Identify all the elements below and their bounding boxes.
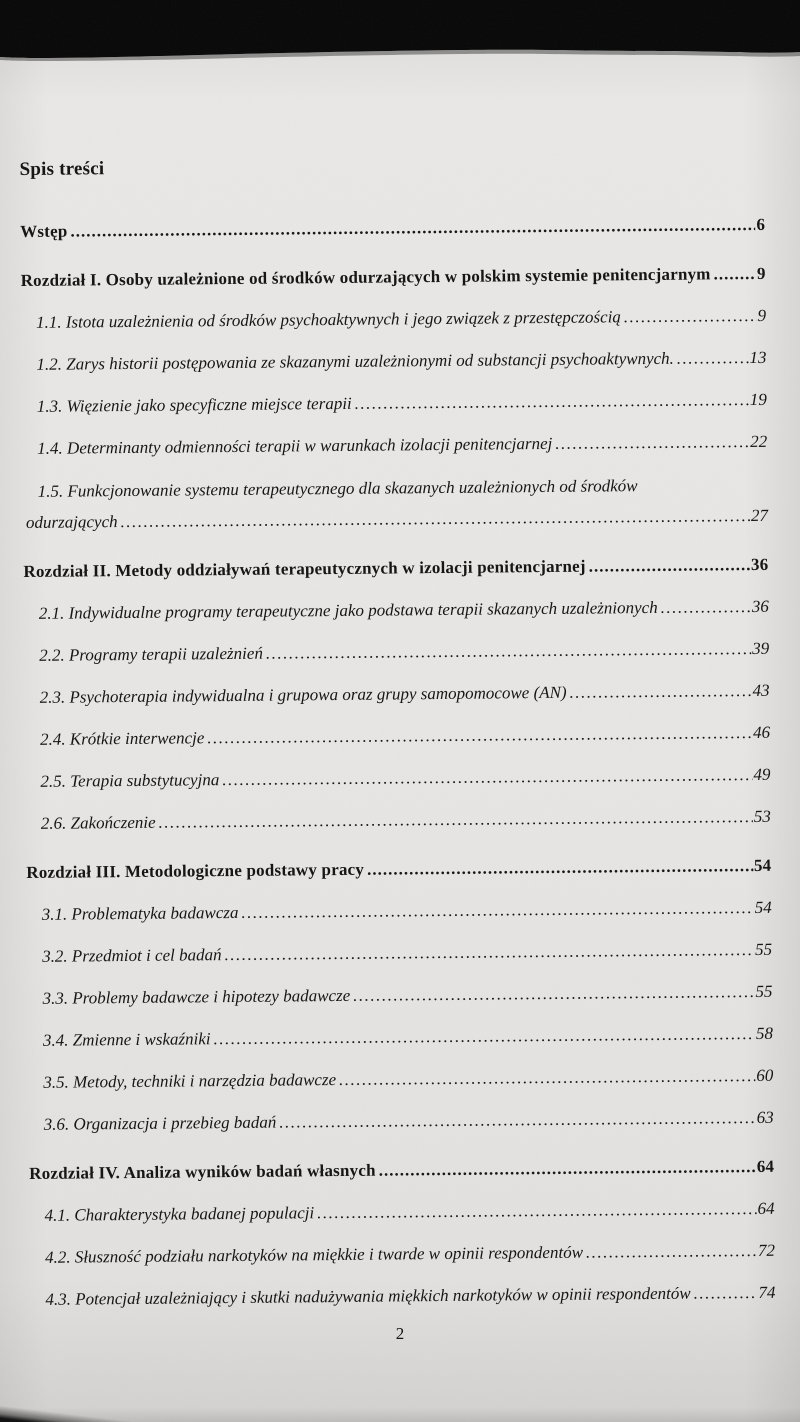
toc-entry-label: 1.5. Funkcjonowanie systemu terapeutycznego dla skazanych uzależnionych od środków — [37, 476, 638, 501]
toc-entry-label: 4.2. Słuszność podziału narkotyków na miękkie i twarde w opinii respondentów — [44, 1242, 584, 1267]
dot-leader — [222, 765, 752, 790]
toc-entry-page: 19 — [749, 389, 767, 410]
toc-entry-page: 54 — [754, 897, 772, 918]
toc-entry-page: 36 — [751, 596, 769, 617]
toc-entry-label: 2.3. Psychoterapia indywidualna i grupowa oraz grupy samopomocowe (AN) — [39, 682, 567, 707]
toc-entry-page: 58 — [755, 1023, 773, 1043]
toc-entry-4-2 — [30, 1241, 775, 1268]
toc-entry-chapter-3 — [26, 856, 771, 883]
toc-entry-2-2 — [24, 639, 769, 666]
dot-leader — [589, 555, 750, 577]
dot-leader — [661, 597, 751, 618]
toc-entry-chapter-4 — [29, 1157, 774, 1184]
dot-leader — [677, 348, 749, 369]
dot-leader — [379, 1157, 756, 1181]
scan-bottom-left-corner-artifact — [0, 1406, 130, 1422]
toc-entry-chapter-2 — [23, 555, 768, 582]
dot-leader — [158, 807, 752, 833]
toc-entry-label: 1.2. Zarys historii postępowania ze skazanymi uzależnionymi od substancji psychoaktywnych. — [36, 348, 674, 374]
toc-entry-label: 1.4. Determinanty odmienności terapii w warunkach izolacji penitencjarnej — [37, 433, 553, 458]
toc-entry-page: 49 — [753, 764, 771, 785]
toc-entry-label: 3.2. Przedmiot i cel badań — [42, 945, 222, 966]
toc-entry-label: 3.1. Problematyka badawcza — [41, 902, 239, 924]
page-footer-number: 2 — [395, 1324, 405, 1343]
toc-entry-page: 64 — [756, 1156, 775, 1176]
toc-entry-page: 36 — [750, 554, 769, 575]
toc-entry-1-3 — [22, 390, 767, 417]
toc-entry-label: 3.3. Problemy badawcze i hipotezy badawcze — [42, 985, 351, 1008]
toc-entry-label-continuation: odurzających — [25, 512, 118, 532]
toc-entry-page: 9 — [757, 305, 767, 325]
toc-entry-3-3 — [27, 982, 772, 1009]
toc-entry-page: 9 — [756, 263, 766, 283]
toc-entry-4-1 — [30, 1199, 775, 1226]
toc-entry-page: 60 — [756, 1065, 774, 1085]
toc-entry-label: Wstęp — [20, 221, 68, 242]
dot-leader — [355, 390, 749, 414]
toc-entry-2-6 — [26, 807, 771, 834]
toc-entry-2-3 — [25, 681, 770, 708]
toc-entry-3-6 — [29, 1108, 774, 1135]
toc-entry-label: 2.2. Programy terapii uzależnień — [39, 643, 263, 665]
toc-entry-page: 6 — [756, 214, 766, 234]
toc-entry-label: 2.6. Zakończenie — [40, 812, 156, 833]
toc-entry-page: 43 — [752, 680, 770, 701]
toc-entry-label: Rozdział IV. Analiza wyników badań własnych — [29, 1160, 376, 1183]
dot-leader — [694, 1283, 758, 1304]
toc-entry-1-5-line1 — [23, 475, 768, 502]
toc-entry-label: 1.3. Więzienie jako specyficzne miejsce terapii — [36, 393, 352, 416]
scan-top-edge-artifact — [0, 0, 800, 62]
toc-entry-page: 64 — [757, 1198, 775, 1218]
toc-entry-page: 27 — [750, 505, 769, 526]
toc-entry-label: 1.1. Istota uzależnienia od środków psychoaktywnych i jego związek z przestępczością — [35, 307, 621, 332]
dot-leader — [714, 264, 756, 284]
table-of-contents — [19, 151, 775, 1310]
toc-entry-page: 22 — [750, 431, 768, 452]
toc-entry-2-5 — [25, 765, 770, 792]
dot-leader — [339, 1066, 755, 1090]
dot-leader — [555, 432, 749, 454]
dot-leader — [586, 1241, 757, 1263]
dot-leader — [224, 940, 754, 965]
toc-entry-label: 2.4. Krótkie interwencje — [39, 728, 205, 749]
toc-entry-1-5-line2 — [23, 506, 768, 533]
toc-entry-label: 3.6. Organizacja i przebieg badań — [43, 1112, 277, 1134]
toc-entry-2-4 — [25, 723, 770, 750]
toc-entry-label: 4.1. Charakterystyka badanej populacji — [44, 1203, 315, 1225]
toc-entry-page: 63 — [756, 1107, 774, 1127]
dot-leader — [70, 215, 755, 242]
toc-entry-1-1 — [21, 306, 766, 333]
dot-leader — [317, 1199, 757, 1223]
toc-entry-page: 74 — [758, 1282, 776, 1302]
toc-entry-page: 46 — [752, 722, 771, 743]
dot-leader — [241, 898, 753, 923]
toc-entry-wstep — [20, 215, 765, 242]
toc-entry-page: 55 — [755, 981, 773, 1001]
dot-leader — [266, 639, 752, 664]
toc-entry-chapter-1 — [21, 264, 766, 291]
toc-entry-page: 53 — [753, 806, 771, 827]
dot-leader — [120, 506, 750, 532]
toc-entry-1-2 — [21, 348, 766, 375]
toc-entry-label: 3.5. Metody, techniki i narzędzia badawcze — [43, 1070, 337, 1092]
toc-entry-label: Rozdział III. Metodologiczne podstawy pracy — [26, 859, 365, 882]
dot-leader — [367, 856, 753, 880]
dot-leader — [207, 723, 752, 748]
toc-entry-2-1 — [24, 597, 769, 624]
toc-entry-page: 54 — [753, 855, 772, 876]
dot-leader — [353, 982, 754, 1006]
toc-entry-label: Rozdział I. Osoby uzależnione od środków odurzających w polskim systemie penitencjarnym — [20, 264, 711, 291]
toc-entry-1-4 — [22, 432, 767, 459]
toc-entry-page: 55 — [755, 939, 773, 960]
page-title: Spis treści — [19, 158, 105, 181]
toc-entry-3-1 — [27, 898, 772, 925]
toc-entry-page: 13 — [749, 347, 767, 368]
toc-entry-label: Rozdział II. Metody oddziaływań terapeutycznych w izolacji penitencjarnej — [23, 556, 586, 582]
toc-entry-label: 2.1. Indywidualne programy terapeutyczne jako podstawa terapii skazanych uzależnionych — [38, 597, 658, 623]
toc-entry-label: 4.3. Potencjał uzależniający i skutki nadużywania miękkich narkotyków w opinii respondentów — [45, 1283, 691, 1309]
toc-entry-4-3 — [30, 1283, 775, 1310]
toc-entry-3-4 — [28, 1024, 773, 1051]
toc-entry-page: 72 — [757, 1240, 776, 1260]
dot-leader — [279, 1108, 756, 1133]
toc-entry-label: 3.4. Zmienne i wskaźniki — [42, 1029, 211, 1050]
toc-entry-page: 39 — [752, 638, 770, 659]
dot-leader — [570, 681, 752, 703]
toc-entry-3-5 — [28, 1066, 773, 1093]
toc-entry-label: 2.5. Terapia substytucyjna — [40, 770, 220, 791]
toc-entry-3-2 — [27, 940, 772, 967]
dot-leader — [213, 1024, 755, 1049]
dot-leader — [624, 306, 757, 327]
